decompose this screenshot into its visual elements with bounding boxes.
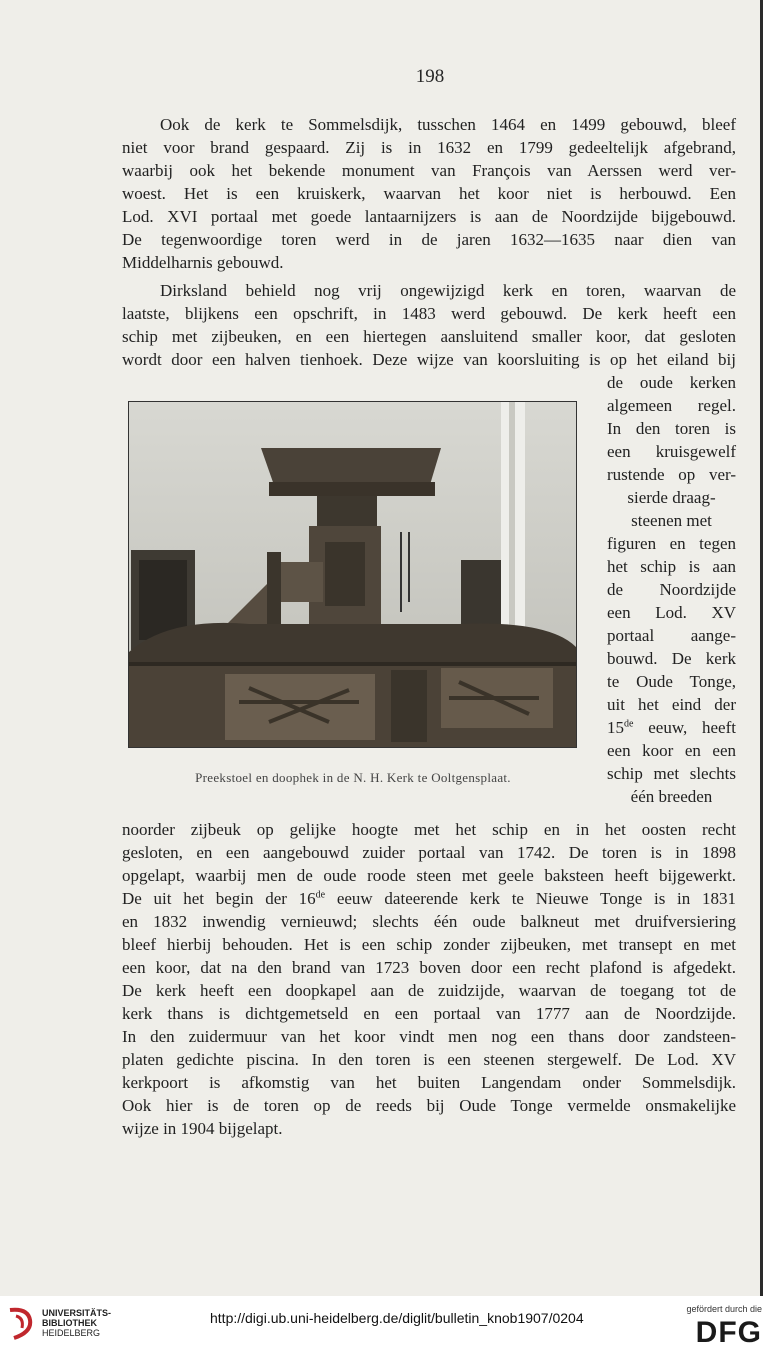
funded-by-label: gefördert durch die [686, 1304, 762, 1314]
text-line: gesloten, en een aangebouwd zuider portaal van 1742. De toren is in 1898 [122, 843, 736, 862]
text-line: woest. Het is een kruiskerk, waarvan het koor niet is herbouwd. Een [122, 184, 736, 203]
text-line: een kruisgewelf [607, 442, 736, 461]
dfg-logo: DFG [695, 1316, 762, 1349]
text-line: De tegenwoordige toren werd in de jaren 1632—1635 naar dien van [122, 230, 736, 249]
text-line: algemeen regel. [607, 396, 736, 415]
text-line: wordt door een halven tienhoek. Deze wijze van koorsluiting is op het eiland bij [122, 350, 736, 369]
text-line: rustende op ver- [607, 465, 736, 484]
text-line-16de: De uit het begin der 16de eeuw dateerende kerk te Nieuwe Tonge is in 1831 [122, 889, 736, 908]
text-line: en 1832 inwendig vernieuwd; slechts één oude balkneut met druifversiering [122, 912, 736, 931]
text-line: portaal aange- [607, 626, 736, 645]
text-line: De kerk heeft een doopkapel aan de zuidzijde, waarvan de toegang tot de [122, 981, 736, 1000]
text-line: platen gedichte piscina. In den toren is een steenen stergewelf. De Lod. XV [122, 1050, 736, 1069]
text-line: schip met slechts [607, 764, 736, 783]
text-line: bouwd. De kerk [607, 649, 736, 668]
source-url-link[interactable]: http://digi.ub.uni-heidelberg.de/diglit/bulletin_knob1907/0204 [210, 1310, 584, 1326]
pulpit-photograph [128, 401, 577, 748]
text-line: schip met zijbeuken, en een hiertegen aansluitend smaller koor, dat gesloten [122, 327, 736, 346]
text-line: figuren en tegen [607, 534, 736, 553]
text-line: de oude kerken [607, 373, 736, 392]
viewer-footer [0, 1296, 772, 1354]
library-line-3: HEIDELBERG [42, 1328, 101, 1338]
text-line: wijze in 1904 bijgelapt. [122, 1119, 283, 1138]
side-column [607, 371, 736, 808]
text-line: Middelharnis gebouwd. [122, 253, 284, 272]
text-line: In den toren is [607, 419, 736, 438]
text-line: te Oude Tonge, [607, 672, 736, 691]
text-line: niet voor brand gespaard. Zij is in 1632 en 1799 gedeeltelijk afgebrand, [122, 138, 736, 157]
page-number: 198 [415, 66, 445, 87]
text-line: waarbij ook het bekende monument van François van Aerssen werd ver- [122, 161, 736, 180]
text-line: sierde draag- [627, 488, 716, 507]
library-line-2: BIBLIOTHEK [42, 1318, 97, 1328]
text-line: In den zuidermuur van het koor vindt men nog een thans door zandsteen- [122, 1027, 736, 1046]
text-line: uit het eind der [607, 695, 736, 714]
pulpit-illustration [129, 402, 576, 747]
paragraph-3 [122, 818, 736, 1140]
paragraph-2 [122, 279, 736, 371]
text-line: Ook hier is de toren op de reeds bij Oude Tonge vermelde onsmakelijke [122, 1096, 736, 1115]
text-line: het schip is aan [607, 557, 736, 576]
text-line: een Lod. XV [607, 603, 736, 622]
text-line: Ook de kerk te Sommelsdijk, tusschen 1464 en 1499 gebouwd, bleef [160, 115, 736, 134]
text-line: bleef hierbij behouden. Het is een schip zonder zijbeuken, met transept en met [122, 935, 736, 954]
text-line: Dirksland behield nog vrij ongewijzigd kerk en toren, waarvan de [160, 281, 736, 300]
text-line: opgelapt, waarbij men de oude roode steen met geele baksteen heeft bijgewerkt. [122, 866, 736, 885]
paragraph-1 [122, 113, 736, 274]
library-line-1: UNIVERSITÄTS- [42, 1308, 112, 1318]
text-line: de Noordzijde [607, 580, 736, 599]
text-line: kerk thans is dichtgemetseld en een portaal van 1777 aan de Noordzijde. [122, 1004, 736, 1023]
text-line: Lod. XVI portaal met goede lantaarnijzers is aan de Noordzijde bijgebouwd. [122, 207, 736, 226]
text-line: noorder zijbeuk op gelijke hoogte met het schip en in het oosten recht [122, 820, 736, 839]
text-line: kerkpoort is afkomstig van het buiten Langendam onder Sommelsdijk. [122, 1073, 736, 1092]
text-line-15de: 15de eeuw, heeft [607, 718, 736, 737]
library-logo-icon [6, 1306, 36, 1342]
text-line: een koor, dat na den brand van 1723 boven door een recht plafond is afgedekt. [122, 958, 736, 977]
text-line: steenen met [631, 511, 712, 530]
text-line: een koor en een [607, 741, 736, 760]
figure-caption: Preekstoel en doophek in de N. H. Kerk te Ooltgensplaat. [195, 770, 511, 785]
text-line: laatste, blijkens een opschrift, in 1483 werd gebouwd. De kerk heeft een [122, 304, 736, 323]
text-line: één breeden [630, 787, 713, 806]
library-name [42, 1308, 111, 1338]
